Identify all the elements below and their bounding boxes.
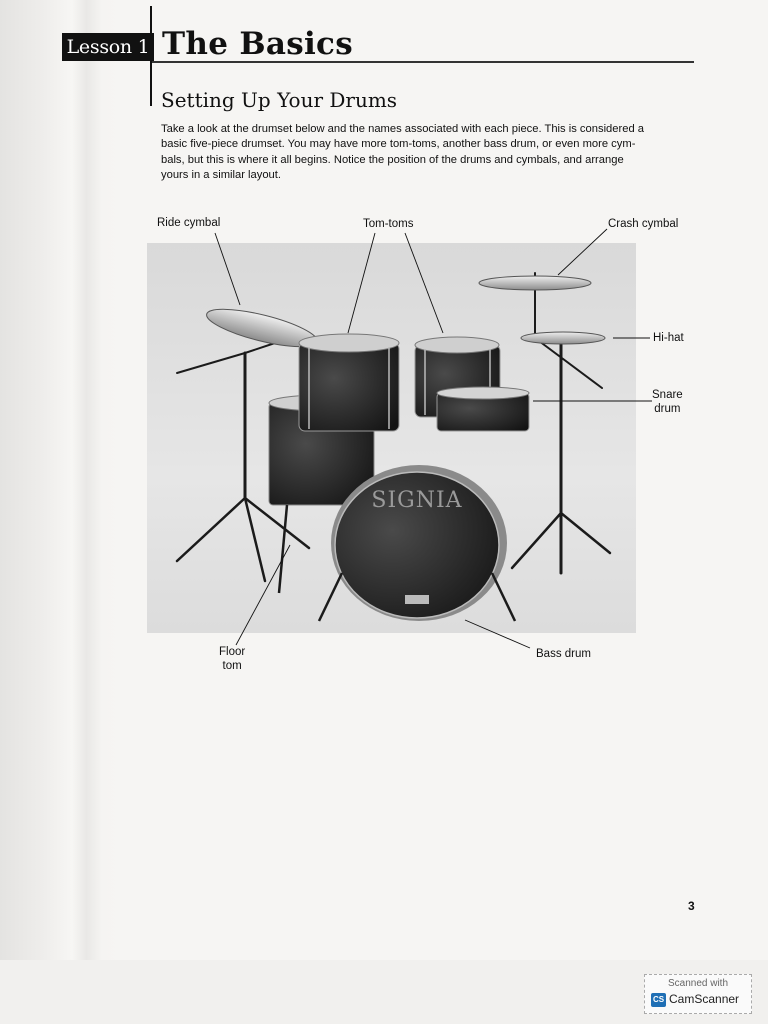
chapter-title: The Basics <box>162 26 353 62</box>
body-line: basic five-piece drumset. You may have more tom-toms, another bass drum, or even more cym- <box>161 138 636 151</box>
snare-drum <box>437 387 529 431</box>
body-line: bals, but this is where it all begins. Notice the position of the drums and cymbals, and arrange <box>161 153 624 166</box>
camscanner-brand: CamScanner <box>669 992 740 1006</box>
ride-cymbal-label: Ride cymbal <box>157 217 221 229</box>
page-binding-shadow <box>0 0 120 960</box>
crash-cymbal-label: Crash cymbal <box>608 218 679 230</box>
lesson-badge: Lesson 1 <box>62 33 154 61</box>
floor-label-line: Floor <box>219 646 246 658</box>
bass-drum-label: Bass drum <box>536 648 591 660</box>
tom-toms-label: Tom-toms <box>363 218 414 230</box>
floor-label-line: tom <box>222 660 242 672</box>
crash-cymbal <box>479 276 591 290</box>
drumset-photo <box>147 243 636 633</box>
hi-hat-cymbal <box>521 332 605 344</box>
hi-hat-label: Hi-hat <box>653 332 684 344</box>
snare-drum-label <box>652 388 683 416</box>
scanned-with-text: Scanned with <box>667 978 729 989</box>
section-title: Setting Up Your Drums <box>161 88 398 112</box>
body-line: Take a look at the drumset below and the names associated with each piece. This is considered a <box>161 123 644 135</box>
camscanner-logo-icon: CS <box>651 993 666 1007</box>
floor-tom-label <box>219 645 245 673</box>
body-paragraph <box>161 122 696 184</box>
snare-label-line: drum <box>654 403 681 415</box>
camscanner-watermark <box>644 974 752 1014</box>
page-number: 3 <box>688 899 695 913</box>
bass-drum-logo: SIGNIA <box>371 488 463 513</box>
snare-label-line: Snare <box>652 389 683 401</box>
tom-tom-left <box>299 334 399 431</box>
header-vertical-rule <box>150 6 152 106</box>
body-line: yours in a similar layout. <box>161 169 281 182</box>
